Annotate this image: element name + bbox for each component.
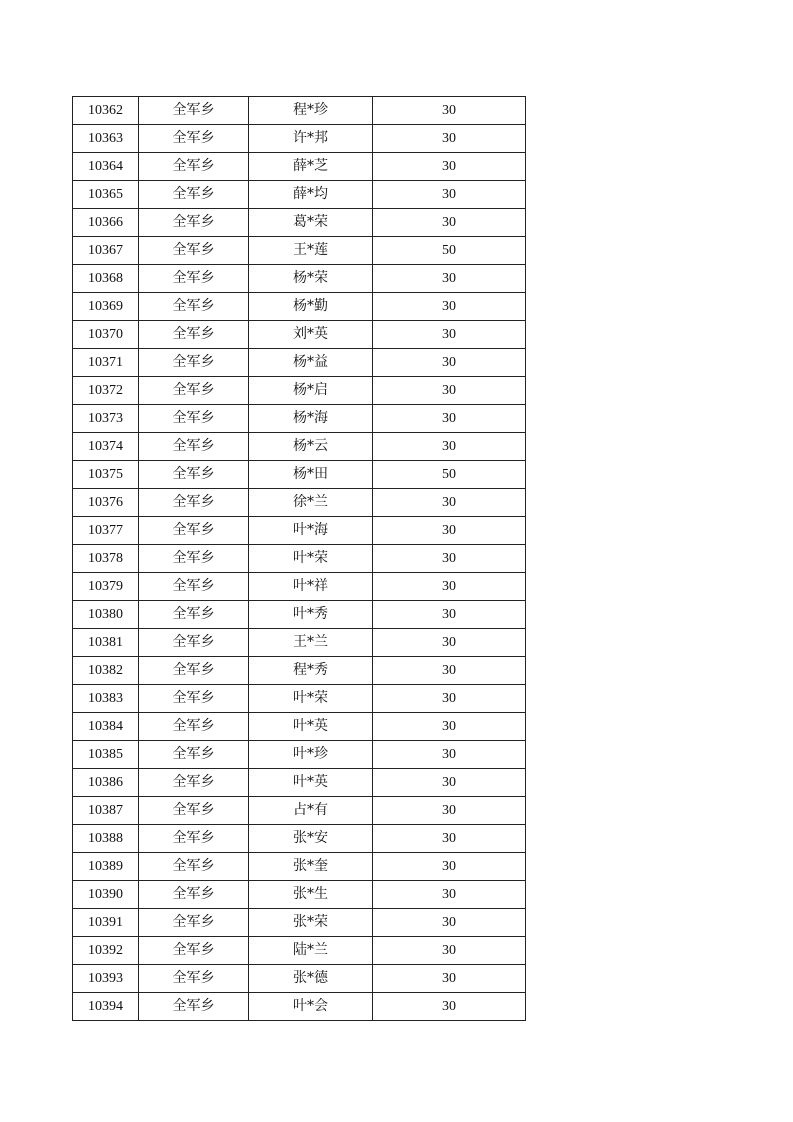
cell-name: 叶*珍 bbox=[249, 741, 373, 769]
cell-name: 张*安 bbox=[249, 825, 373, 853]
cell-amount: 30 bbox=[373, 657, 526, 685]
cell-town: 全军乡 bbox=[139, 489, 249, 517]
cell-amount: 30 bbox=[373, 853, 526, 881]
cell-town: 全军乡 bbox=[139, 433, 249, 461]
data-table bbox=[72, 96, 526, 1021]
cell-town: 全军乡 bbox=[139, 237, 249, 265]
cell-amount: 30 bbox=[373, 125, 526, 153]
cell-amount: 30 bbox=[373, 881, 526, 909]
cell-name: 叶*英 bbox=[249, 769, 373, 797]
cell-id: 10370 bbox=[73, 321, 139, 349]
table-row bbox=[73, 293, 526, 321]
cell-name: 张*生 bbox=[249, 881, 373, 909]
cell-id: 10391 bbox=[73, 909, 139, 937]
cell-town: 全军乡 bbox=[139, 769, 249, 797]
cell-amount: 30 bbox=[373, 293, 526, 321]
table-row bbox=[73, 881, 526, 909]
cell-town: 全军乡 bbox=[139, 377, 249, 405]
cell-amount: 30 bbox=[373, 937, 526, 965]
table-row bbox=[73, 321, 526, 349]
cell-name: 杨*益 bbox=[249, 349, 373, 377]
cell-amount: 30 bbox=[373, 97, 526, 125]
cell-id: 10374 bbox=[73, 433, 139, 461]
cell-amount: 30 bbox=[373, 797, 526, 825]
table-row bbox=[73, 797, 526, 825]
cell-town: 全军乡 bbox=[139, 573, 249, 601]
cell-id: 10372 bbox=[73, 377, 139, 405]
cell-town: 全军乡 bbox=[139, 825, 249, 853]
cell-id: 10378 bbox=[73, 545, 139, 573]
cell-name: 叶*祥 bbox=[249, 573, 373, 601]
cell-amount: 30 bbox=[373, 713, 526, 741]
cell-id: 10390 bbox=[73, 881, 139, 909]
cell-amount: 30 bbox=[373, 573, 526, 601]
cell-town: 全军乡 bbox=[139, 125, 249, 153]
cell-amount: 30 bbox=[373, 209, 526, 237]
cell-town: 全军乡 bbox=[139, 461, 249, 489]
cell-name: 叶*荣 bbox=[249, 545, 373, 573]
table-row bbox=[73, 685, 526, 713]
table-row bbox=[73, 825, 526, 853]
table-row bbox=[73, 433, 526, 461]
cell-id: 10376 bbox=[73, 489, 139, 517]
cell-name: 杨*云 bbox=[249, 433, 373, 461]
cell-name: 程*珍 bbox=[249, 97, 373, 125]
cell-amount: 30 bbox=[373, 321, 526, 349]
cell-town: 全军乡 bbox=[139, 937, 249, 965]
cell-town: 全军乡 bbox=[139, 153, 249, 181]
cell-town: 全军乡 bbox=[139, 349, 249, 377]
cell-name: 叶*秀 bbox=[249, 601, 373, 629]
cell-amount: 30 bbox=[373, 825, 526, 853]
cell-name: 薛*芝 bbox=[249, 153, 373, 181]
table-row bbox=[73, 909, 526, 937]
cell-name: 葛*荣 bbox=[249, 209, 373, 237]
cell-name: 张*荣 bbox=[249, 909, 373, 937]
cell-id: 10381 bbox=[73, 629, 139, 657]
cell-name: 王*莲 bbox=[249, 237, 373, 265]
table-row bbox=[73, 741, 526, 769]
cell-town: 全军乡 bbox=[139, 405, 249, 433]
cell-amount: 30 bbox=[373, 685, 526, 713]
cell-amount: 30 bbox=[373, 601, 526, 629]
cell-name: 张*奎 bbox=[249, 853, 373, 881]
table-row bbox=[73, 349, 526, 377]
cell-id: 10362 bbox=[73, 97, 139, 125]
cell-name: 叶*英 bbox=[249, 713, 373, 741]
cell-id: 10387 bbox=[73, 797, 139, 825]
table-row bbox=[73, 489, 526, 517]
cell-town: 全军乡 bbox=[139, 629, 249, 657]
table-row bbox=[73, 97, 526, 125]
cell-id: 10393 bbox=[73, 965, 139, 993]
cell-town: 全军乡 bbox=[139, 797, 249, 825]
cell-id: 10369 bbox=[73, 293, 139, 321]
cell-amount: 30 bbox=[373, 965, 526, 993]
table-row bbox=[73, 517, 526, 545]
cell-name: 许*邦 bbox=[249, 125, 373, 153]
cell-id: 10386 bbox=[73, 769, 139, 797]
table-row bbox=[73, 181, 526, 209]
table-row bbox=[73, 601, 526, 629]
cell-name: 薛*均 bbox=[249, 181, 373, 209]
cell-town: 全军乡 bbox=[139, 265, 249, 293]
cell-amount: 30 bbox=[373, 517, 526, 545]
cell-name: 刘*英 bbox=[249, 321, 373, 349]
cell-town: 全军乡 bbox=[139, 97, 249, 125]
table-row bbox=[73, 461, 526, 489]
cell-name: 杨*启 bbox=[249, 377, 373, 405]
cell-town: 全军乡 bbox=[139, 741, 249, 769]
cell-amount: 30 bbox=[373, 377, 526, 405]
cell-amount: 50 bbox=[373, 461, 526, 489]
cell-id: 10368 bbox=[73, 265, 139, 293]
cell-id: 10389 bbox=[73, 853, 139, 881]
cell-town: 全军乡 bbox=[139, 713, 249, 741]
cell-amount: 30 bbox=[373, 405, 526, 433]
cell-name: 叶*会 bbox=[249, 993, 373, 1021]
cell-town: 全军乡 bbox=[139, 209, 249, 237]
cell-town: 全军乡 bbox=[139, 853, 249, 881]
cell-amount: 30 bbox=[373, 545, 526, 573]
table-row bbox=[73, 993, 526, 1021]
cell-id: 10383 bbox=[73, 685, 139, 713]
cell-name: 杨*田 bbox=[249, 461, 373, 489]
table-body bbox=[73, 97, 526, 1021]
table-row bbox=[73, 713, 526, 741]
cell-id: 10384 bbox=[73, 713, 139, 741]
cell-amount: 30 bbox=[373, 349, 526, 377]
cell-id: 10388 bbox=[73, 825, 139, 853]
table-row bbox=[73, 657, 526, 685]
cell-amount: 50 bbox=[373, 237, 526, 265]
cell-name: 徐*兰 bbox=[249, 489, 373, 517]
cell-amount: 30 bbox=[373, 993, 526, 1021]
cell-name: 占*有 bbox=[249, 797, 373, 825]
table-row bbox=[73, 769, 526, 797]
table-row bbox=[73, 265, 526, 293]
cell-id: 10366 bbox=[73, 209, 139, 237]
table-row bbox=[73, 629, 526, 657]
cell-amount: 30 bbox=[373, 769, 526, 797]
table-row bbox=[73, 125, 526, 153]
cell-amount: 30 bbox=[373, 489, 526, 517]
cell-name: 杨*海 bbox=[249, 405, 373, 433]
cell-id: 10375 bbox=[73, 461, 139, 489]
table-row bbox=[73, 573, 526, 601]
cell-amount: 30 bbox=[373, 181, 526, 209]
cell-town: 全军乡 bbox=[139, 881, 249, 909]
cell-id: 10392 bbox=[73, 937, 139, 965]
table-row bbox=[73, 209, 526, 237]
cell-amount: 30 bbox=[373, 629, 526, 657]
cell-name: 张*德 bbox=[249, 965, 373, 993]
cell-town: 全军乡 bbox=[139, 321, 249, 349]
cell-name: 王*兰 bbox=[249, 629, 373, 657]
cell-name: 叶*荣 bbox=[249, 685, 373, 713]
cell-amount: 30 bbox=[373, 741, 526, 769]
cell-id: 10363 bbox=[73, 125, 139, 153]
cell-town: 全军乡 bbox=[139, 685, 249, 713]
cell-id: 10365 bbox=[73, 181, 139, 209]
cell-id: 10371 bbox=[73, 349, 139, 377]
cell-id: 10364 bbox=[73, 153, 139, 181]
table-row bbox=[73, 405, 526, 433]
cell-town: 全军乡 bbox=[139, 181, 249, 209]
cell-id: 10380 bbox=[73, 601, 139, 629]
cell-town: 全军乡 bbox=[139, 601, 249, 629]
table-row bbox=[73, 377, 526, 405]
cell-id: 10377 bbox=[73, 517, 139, 545]
table-row bbox=[73, 853, 526, 881]
table-row bbox=[73, 153, 526, 181]
cell-name: 叶*海 bbox=[249, 517, 373, 545]
cell-amount: 30 bbox=[373, 909, 526, 937]
cell-id: 10394 bbox=[73, 993, 139, 1021]
table-row bbox=[73, 545, 526, 573]
cell-amount: 30 bbox=[373, 265, 526, 293]
cell-town: 全军乡 bbox=[139, 909, 249, 937]
table-row bbox=[73, 965, 526, 993]
cell-id: 10373 bbox=[73, 405, 139, 433]
cell-name: 陆*兰 bbox=[249, 937, 373, 965]
cell-town: 全军乡 bbox=[139, 293, 249, 321]
cell-id: 10385 bbox=[73, 741, 139, 769]
cell-name: 杨*荣 bbox=[249, 265, 373, 293]
cell-id: 10382 bbox=[73, 657, 139, 685]
cell-town: 全军乡 bbox=[139, 517, 249, 545]
cell-name: 杨*勤 bbox=[249, 293, 373, 321]
cell-amount: 30 bbox=[373, 433, 526, 461]
cell-id: 10367 bbox=[73, 237, 139, 265]
table-row bbox=[73, 237, 526, 265]
cell-town: 全军乡 bbox=[139, 657, 249, 685]
cell-amount: 30 bbox=[373, 153, 526, 181]
cell-town: 全军乡 bbox=[139, 545, 249, 573]
cell-town: 全军乡 bbox=[139, 965, 249, 993]
cell-town: 全军乡 bbox=[139, 993, 249, 1021]
table-row bbox=[73, 937, 526, 965]
cell-name: 程*秀 bbox=[249, 657, 373, 685]
cell-id: 10379 bbox=[73, 573, 139, 601]
